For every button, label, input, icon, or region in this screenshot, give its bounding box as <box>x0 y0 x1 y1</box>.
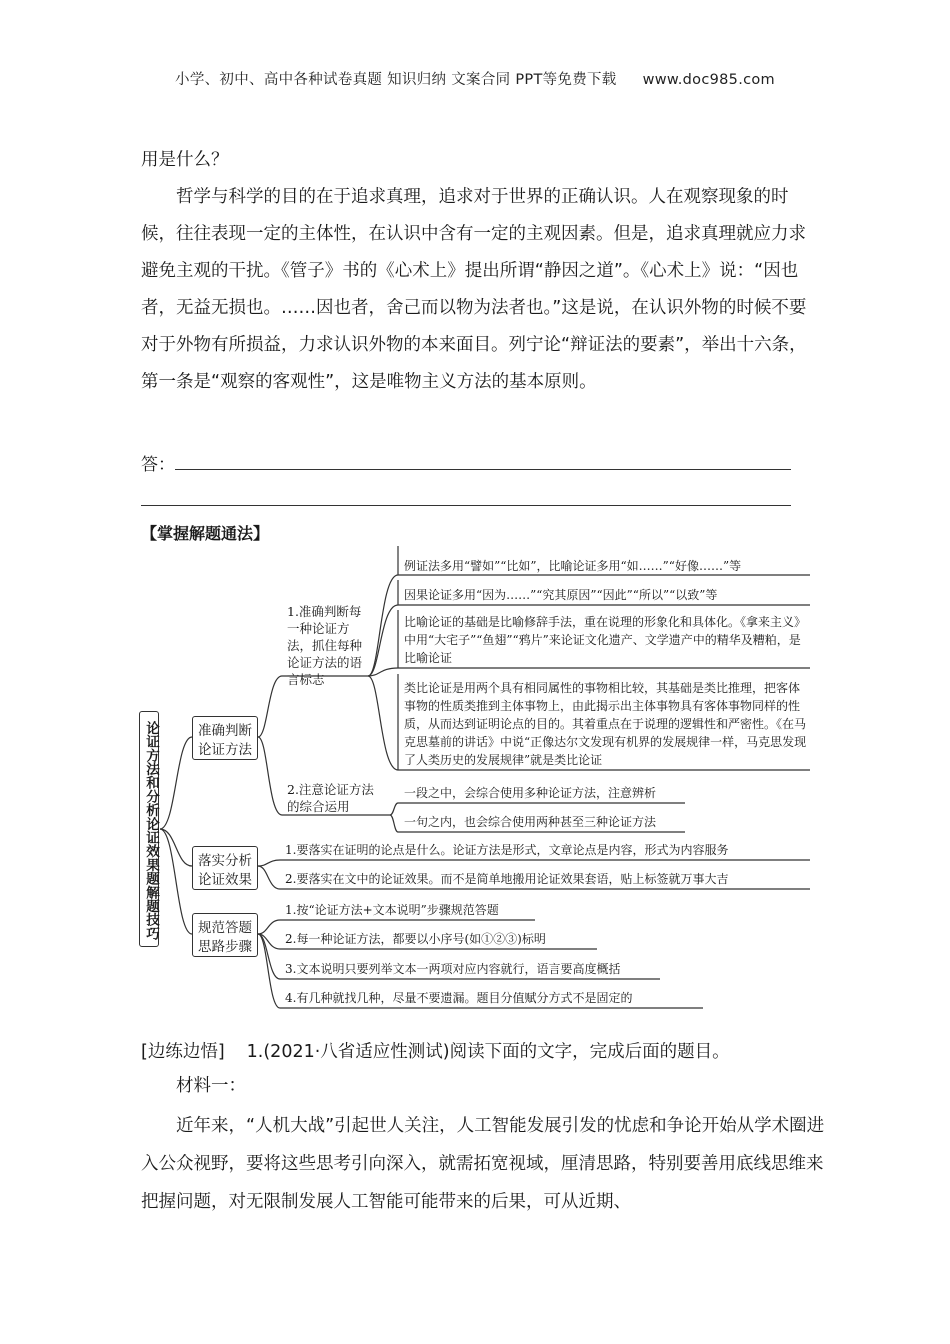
branch-analyze-effect: 落实分析论证效果 <box>192 846 258 890</box>
leaf-step-2: 2.每一种论证方法，都要以小序号(如①②③)标明 <box>285 932 546 946</box>
material-paragraph: 近年来，“人机大战”引起世人关注，人工智能发展引发的忧虑和争论开始从学术圈进入公众视野，要将这些思考引向深入，就需拓宽视域，厘清思路，特别要善用底线思维来把握问题，对无限制发展人工智能可能带来的后果，可从近期、 <box>141 1116 825 1212</box>
branch-answer-steps: 规范答题思路步骤 <box>192 913 258 957</box>
mindmap-root: 论证方法和分析论证效果题解题技巧 <box>139 711 159 947</box>
exercise-question-line <box>141 1040 831 1064</box>
answer-label: 答： <box>141 455 175 475</box>
exercise-tag: [边练边悟] <box>141 1042 225 1062</box>
leaf-step-3: 3.文本说明只要列举文本一两项对应内容就行，语言要高度概括 <box>285 962 621 976</box>
leaf-step-4: 4.有几种就找几种，尽量不要遗漏。题目分值赋分方式不是固定的 <box>285 991 633 1005</box>
branch-judge-method: 准确判断论证方法 <box>192 716 258 760</box>
leaf-example-analogy: 例证法多用“譬如”“比如”，比喻论证多用“如……”“好像……”等 <box>404 559 742 573</box>
leaf-effect-1: 1.要落实在证明的论点是什么。论证方法是形式，文章论点是内容，形式为内容服务 <box>285 843 729 857</box>
section-title: 【掌握解题通法】 <box>141 524 270 543</box>
sub-combined-use: 2.注意论证方法的综合运用 <box>287 782 374 814</box>
leaf-paragraph-combined: 一段之中，会综合使用多种论证方法，注意辨析 <box>404 786 657 800</box>
sub-judge-each-method: 1.准确判断每一种论证方法，抓住每种论证方法的语言标志 <box>287 604 363 687</box>
passage-paragraph: 哲学与科学的目的在于追求真理，追求对于世界的正确认识。人在观察现象的时候，往往表现一定的主体性，在认识中含有一定的主观因素。但是，追求真理就应力求避免主观的干扰。《管子》书的《心术上》提出所谓“静因之道”。《心术上》说：“因也者，无益无损也。……因也者，舍己而以物为法者也。”这是说，在认识外物的时候不要对于外物有所损益，力求认识外物的本来面目。列宁论“辩证法的要素”，举出十六条，第一条是“观察的客观性”，这是唯物主义方法的基本原则。 <box>141 187 807 392</box>
exercise-question: 1.(2021·八省适应性测试)阅读下面的文字，完成后面的题目。 <box>246 1042 730 1062</box>
header-text: 小学、初中、高中各种试卷真题 知识归纳 文案合同 PPT等免费下载 <box>175 72 617 88</box>
material-label: 材料一： <box>176 1076 246 1096</box>
leaf-step-1: 1.按“论证方法+文本说明”步骤规范答题 <box>285 903 499 917</box>
leaf-analogy: 类比论证是用两个具有相同属性的事物相比较，其基础是类比推理，把客体事物的性质类推到主体事物上，由此揭示出主体事物具有客体事物同样的性质，从而达到证明论点的目的。其着重点在于说理的逻辑性和严密性。《在马克思墓前的讲话》中说“正像达尔文发现有机界的发展规律一样，马克思发现了人类历史的发展规律”就是类比论证 <box>404 681 807 767</box>
passage-line0: 用是什么？ <box>141 150 229 170</box>
header-site: www.doc985.com <box>642 72 775 88</box>
leaf-sentence-combined: 一句之内，也会综合使用两种甚至三种论证方法 <box>404 815 657 829</box>
leaf-causal: 因果论证多用“因为……”“究其原因”“因此”“所以”“以致”等 <box>404 588 718 602</box>
leaf-metaphor: 比喻论证的基础是比喻修辞手法，重在说理的形象化和具体化。《拿来主义》中用“大宅子”“鱼翅”“鸦片”来论证文化遗产、文学遗产中的精华及糟粕，是比喻论证 <box>404 615 807 665</box>
leaf-effect-2: 2.要落实在文中的论证效果。而不是简单地搬用论证效果套语，贴上标签就万事大吉 <box>285 872 729 886</box>
